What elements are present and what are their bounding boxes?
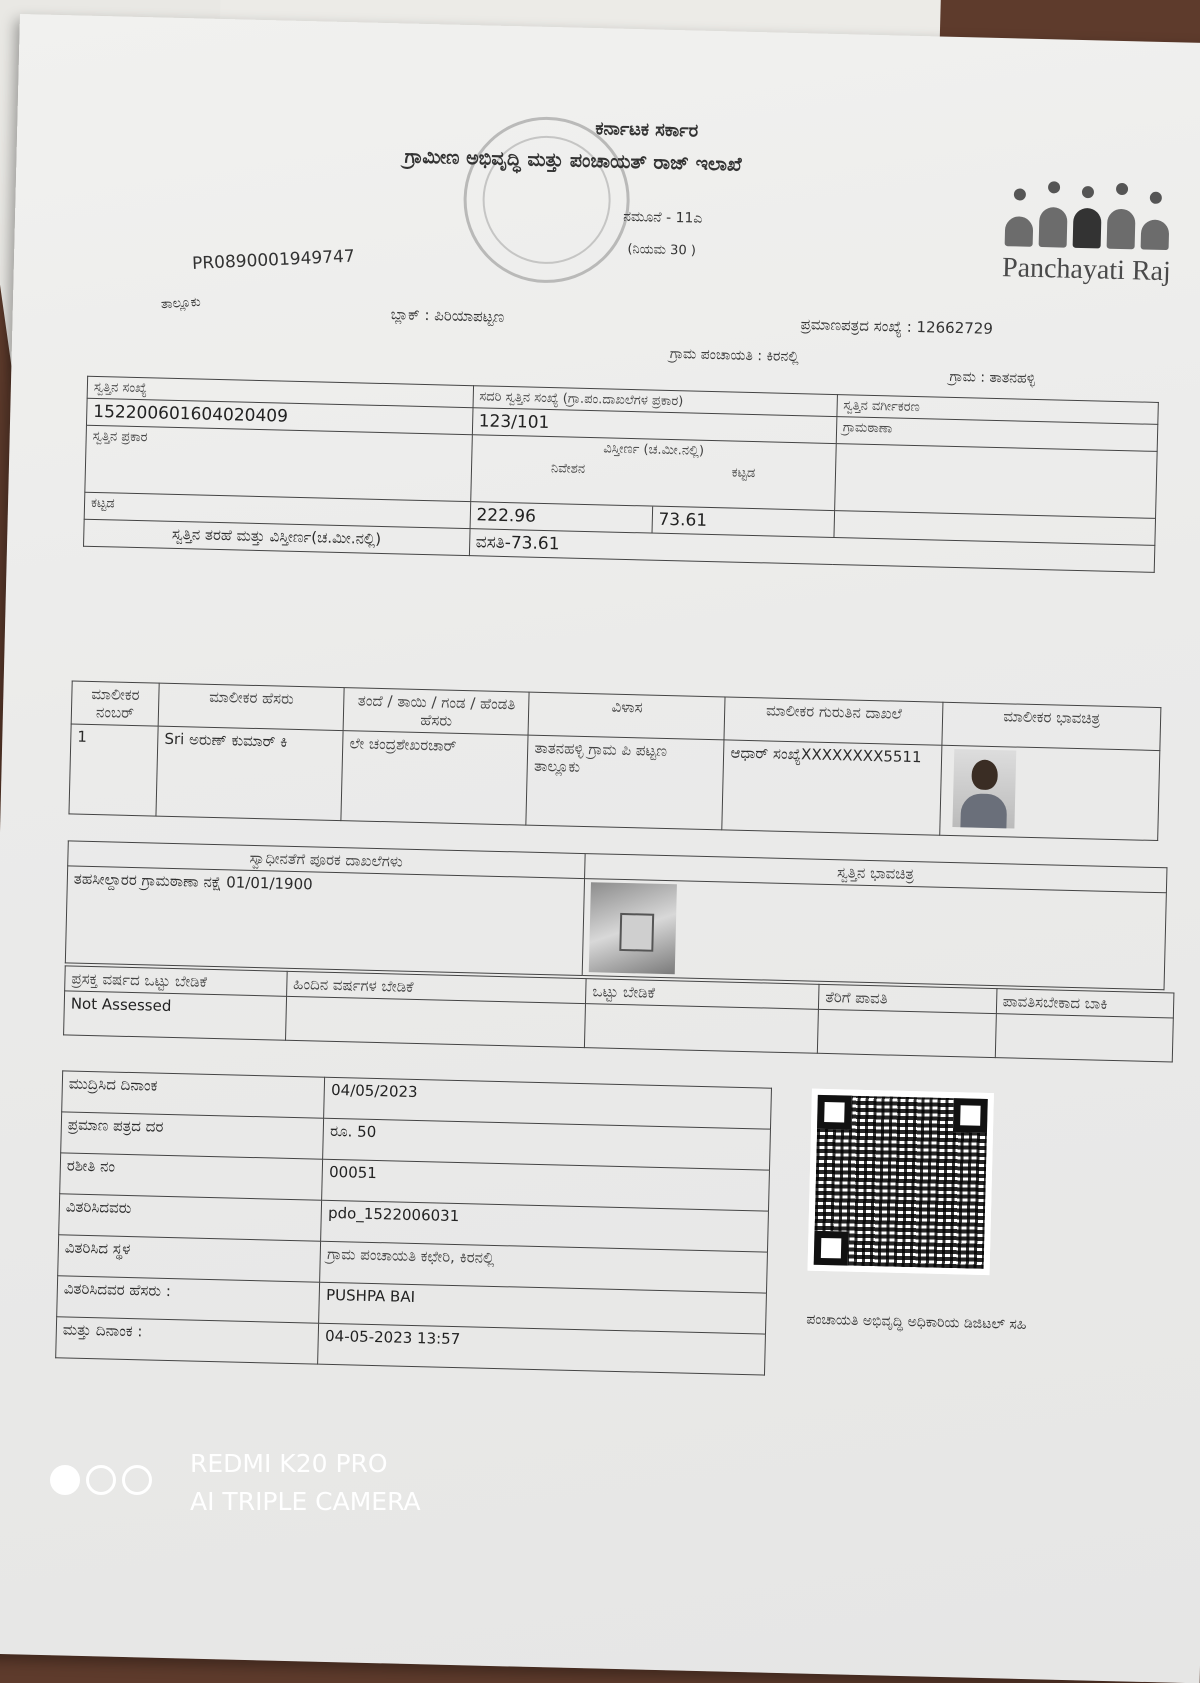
camera-logo-icon (50, 1465, 158, 1499)
taluk-label: ತಾಲ್ಲೂಕು (160, 294, 202, 313)
property-details-table (83, 376, 1159, 573)
issue-datetime: 04-05-2023 13:57 (318, 1323, 766, 1375)
taluk: ಬ್ಲಾಕ್ : ಪಿರಿಯಾಪಟ್ಟಣ (390, 305, 505, 326)
receipt-label: ರಶೀತಿ ನಂ (60, 1153, 323, 1200)
balance-header: ಪಾವತಿಸಬೇಕಾದ ಬಾಕಿ (996, 989, 1174, 1018)
panchayati-raj-logo (1002, 178, 1175, 288)
people-logo-icon (1003, 178, 1175, 250)
tax-paid-header: ತೆರಿಗೆ ಪಾವತಿ (819, 984, 997, 1013)
current-demand: Not Assessed (64, 991, 287, 1040)
certificate-form (62, 85, 1176, 1349)
document-id: PR0890001949747 (191, 246, 356, 274)
department-title: ಗ್ರಾಮೀಣ ಅಭಿವೃದ್ಧಿ ಮತ್ತು ಪಂಚಾಯತ್ ರಾಜ್ ಇಲಾಖೆ (404, 145, 742, 176)
camera-watermark (190, 1445, 421, 1521)
print-date: 04/05/2023 (324, 1077, 772, 1129)
form-number: ನಮೂನೆ - 11ಎ (623, 208, 703, 227)
total-demand-header: ಒಟ್ಟು ಬೇಡಿಕೆ (586, 979, 819, 1010)
property-photo (588, 882, 676, 974)
relative-header: ತಂದೆ / ತಾಯಿ / ಗಂಡ / ಹೆಂಡತಿ ಹೆಸರು (343, 688, 529, 736)
survey-number: 123/101 (478, 411, 550, 434)
owner-name: Sri ಅರುಣ್ ಕುಮಾರ್ ಕಿ (156, 726, 343, 820)
owners-table (68, 680, 1161, 841)
rule-number: (ನಿಯಮ 30 ) (627, 241, 697, 259)
owner-address: ತಾತನಹಳ್ಳಿ ಗ್ರಾಮ ಪಿ ಪಟ್ಟಣ ತಾಲ್ಲೂಕು (526, 735, 724, 830)
qr-code (808, 1089, 994, 1275)
issuer-name: PUSHPA BAI (319, 1282, 767, 1334)
fee-label: ಪ್ರಮಾಣ ಪತ್ರದ ದರ (61, 1112, 324, 1159)
property-type: ಕಟ್ಟಡ (90, 495, 115, 512)
watermark-line1: REDMI K20 PRO (190, 1449, 388, 1478)
supporting-docs-table (65, 840, 1168, 990)
print-date-label: ಮುದ್ರಿಸಿದ ದಿನಾಂಕ (62, 1071, 325, 1118)
balance (995, 1014, 1173, 1062)
issue-datetime-label: ಮತ್ತು ದಿನಾಂಕ : (56, 1317, 319, 1364)
issue-details-table (55, 1070, 772, 1375)
owner-no-header: ಮಾಲೀಕರ ನಂಬರ್ (71, 681, 159, 726)
previous-demand-header: ಹಿಂದಿನ ವರ್ಷಗಳ ಬೇಡಿಕೆ (286, 971, 586, 1003)
digital-signature-label: ಪಂಚಾಯತಿ ಅಭಿವೃದ್ಧಿ ಅಧಿಕಾರಿಯ ಡಿಜಿಟಲ್ ಸಹಿ (806, 1311, 1027, 1333)
owner-name-header: ಮಾಲೀಕರ ಹೆಸರು (158, 683, 344, 731)
issued-by-label: ವಿತರಿಸಿದವರು (59, 1194, 322, 1241)
village: ಗ್ರಾಮ : ತಾತನಹಳ್ಳಿ (949, 368, 1036, 387)
property-type-label: ಸ್ವತ್ತಿನ ಪ್ರಕಾರ (92, 428, 148, 446)
usage-value: ವಸತಿ-73.61 (475, 532, 560, 555)
logo-text: Panchayati Raj (1001, 252, 1172, 288)
owner-no: 1 (69, 724, 158, 816)
owner-photo-header: ಮಾಲೀಕರ ಭಾವಚಿತ್ರ (942, 702, 1161, 750)
area-label: ವಿಸ್ತೀರ್ಣ (ಚ.ಮೀ.ನಲ್ಲಿ) (603, 441, 705, 459)
certificate-number: ಪ್ರಮಾಣಪತ್ರದ ಸಂಖ್ಯೆ : 12662729 (800, 315, 994, 338)
document-sheet (0, 14, 1200, 1683)
receipt-number: 00051 (322, 1159, 770, 1211)
current-demand-header: ಪ್ರಸಕ್ತ ವರ್ಷದ ಒಟ್ಟು ಬೇಡಿಕೆ (65, 966, 287, 996)
previous-demand (285, 996, 585, 1047)
issued-by: pdo_1522006031 (321, 1200, 769, 1252)
classification-label: ಸ್ವತ್ತಿನ ವರ್ಗೀಕರಣ (843, 398, 920, 416)
address-header: ವಿಳಾಸ (528, 692, 725, 740)
property-id: 152200601604020409 (93, 401, 289, 427)
classification: ಗ್ರಾಮಠಾಣಾ (842, 420, 893, 437)
state-title: ಕರ್ನಾಟಕ ಸರ್ಕಾರ (595, 118, 699, 142)
owner-relative: ಲೇ ಚಂದ್ರಶೇಖರಚಾರ್ (341, 731, 528, 825)
issue-place: ಗ್ರಾಮ ಪಂಚಾಯತಿ ಕಛೇರಿ, ಕಿರನಲ್ಲಿ (320, 1241, 768, 1293)
building-area: 73.61 (658, 509, 708, 531)
supporting-docs-label: ಸ್ವಾಧೀನತೆಗೆ ಪೂರಕ ದಾಖಲೆಗಳು (68, 841, 585, 879)
watermark-line2: AI TRIPLE CAMERA (190, 1487, 421, 1516)
supporting-docs: ತಹಸೀಲ್ದಾರರ ಗ್ರಾಮಠಾಣಾ ನಕ್ಷೆ 01/01/1900 (65, 866, 584, 976)
owner-id-doc: ಆಧಾರ್ ಸಂಖ್ಯೆXXXXXXXX5511 (722, 740, 942, 835)
site-label: ನಿವೇಶನ (550, 461, 586, 477)
tax-paid (817, 1009, 995, 1057)
office-stamp (462, 115, 632, 285)
property-photo-label: ಸ್ವತ್ತಿನ ಭಾವಚಿತ್ರ (584, 854, 1167, 893)
gram-panchayat: ಗ್ರಾಮ ಪಂಚಾಯತಿ : ಕಿರನಲ್ಲಿ (669, 345, 799, 366)
fee: ರೂ. 50 (323, 1118, 771, 1170)
issuer-name-label: ವಿತರಿಸಿದವರ ಹೆಸರು : (57, 1276, 320, 1323)
site-area: 222.96 (470, 502, 653, 532)
owner-photo (953, 749, 1017, 828)
building-label: ಕಟ್ಟಡ (731, 465, 756, 482)
total-demand (585, 1004, 819, 1054)
property-id-label: ಸ್ವತ್ತಿನ ಸಂಖ್ಯೆ (93, 379, 148, 397)
usage-label: ಸ್ವತ್ತಿನ ತರಹೆ ಮತ್ತು ವಿಸ್ತೀರ್ಣ(ಚ.ಮೀ.ನಲ್ಲಿ) (171, 524, 382, 548)
issue-place-label: ವಿತರಿಸಿದ ಸ್ಥಳ (58, 1235, 321, 1282)
id-doc-header: ಮಾಲೀಕರ ಗುರುತಿನ ದಾಖಲೆ (724, 697, 943, 745)
survey-number-label: ಸದರಿ ಸ್ವತ್ತಿನ ಸಂಖ್ಯೆ (ಗ್ರಾ.ಪಂ.ದಾಖಲೆಗಳ ಪ್ರಕಾರ) (479, 389, 684, 410)
